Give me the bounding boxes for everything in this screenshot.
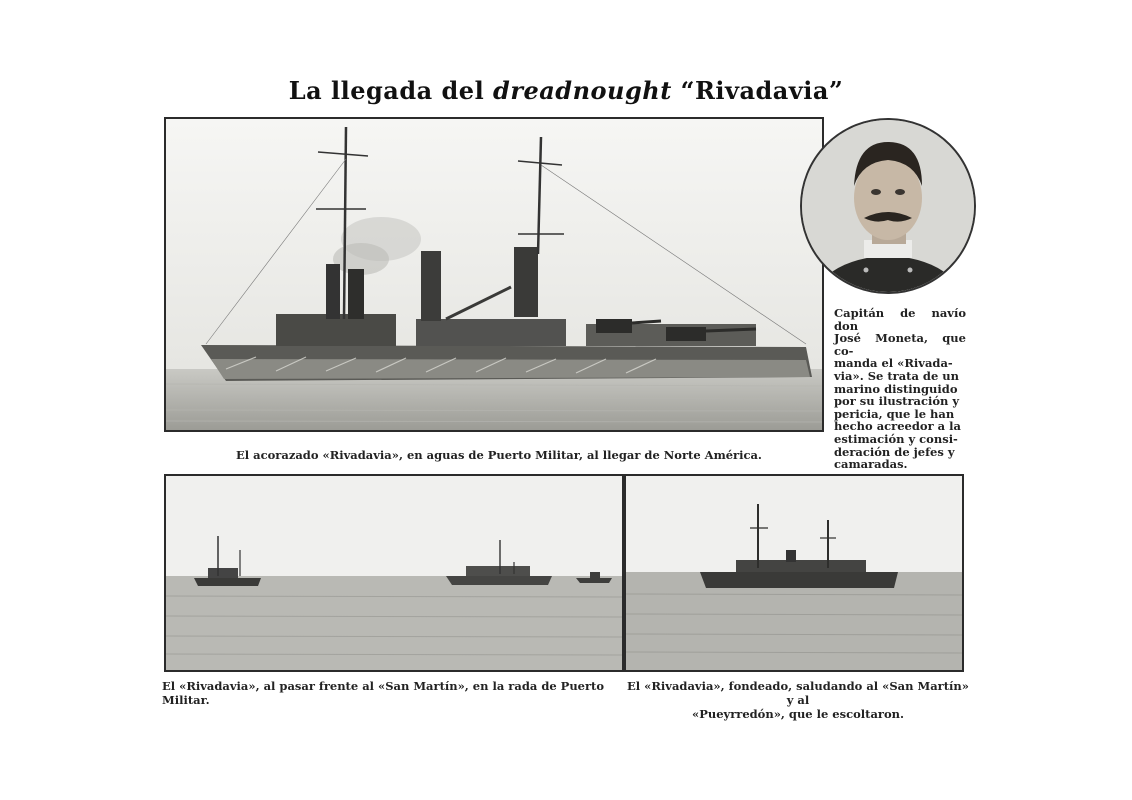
anchored-salute-caption: [626, 679, 970, 721]
portrait-illustration: [802, 120, 974, 292]
portrait-caption-line: marino distinguido: [834, 381, 958, 396]
portrait-caption: [834, 307, 966, 471]
portrait-caption-line: manda el «Rivada-: [834, 356, 953, 371]
fleet-passing-photo: [164, 474, 624, 672]
fleet-passing-illustration: [166, 476, 622, 670]
portrait-caption-line: José Moneta, que co-: [834, 331, 966, 358]
portrait-caption-line: hecho acreedor a la: [834, 419, 961, 434]
portrait-caption-line: via». Se trata de un: [834, 368, 959, 383]
portrait-caption-line: deración de jefes y: [834, 444, 955, 459]
title-part-1: La llegada del: [288, 76, 494, 105]
anchored-salute-caption-line-2: «Pueyrredón», que le escoltaron.: [692, 707, 904, 721]
anchored-salute-photo: [624, 474, 964, 672]
anchored-salute-illustration: [626, 476, 962, 670]
portrait-caption-line: por su ilustración y: [834, 394, 960, 409]
battleship-illustration: [166, 119, 822, 430]
portrait-caption-line: camaradas.: [834, 457, 908, 472]
portrait-caption-line: pericia, que le han: [834, 406, 955, 421]
page-title: [0, 76, 1132, 105]
portrait-caption-line: estimación y consi-: [834, 431, 958, 446]
title-part-2: “Rivadavia”: [671, 76, 844, 105]
battleship-photo: [164, 117, 824, 432]
captain-portrait: [800, 118, 976, 294]
title-italic: dreadnought: [493, 76, 672, 105]
anchored-salute-caption-line-1: El «Rivadavia», fondeado, saludando al «San Martín» y al: [627, 679, 969, 707]
portrait-caption-line: Capitán de navío don: [834, 306, 966, 333]
fleet-passing-caption: El «Rivadavia», al pasar frente al «San Martín», en la rada de Puerto Militar.: [162, 679, 605, 707]
main-photo-caption: El acorazado «Rivadavia», en aguas de Puerto Militar, al llegar de Norte América.: [236, 448, 762, 462]
